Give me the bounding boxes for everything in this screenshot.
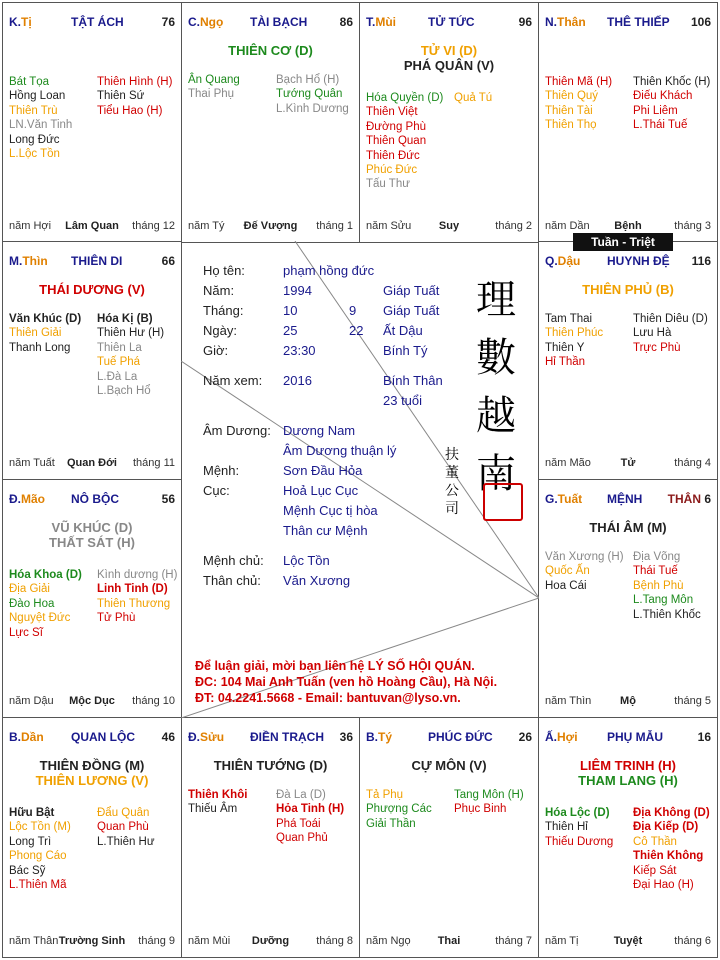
palace-thin — [2, 241, 182, 480]
palace-age: 76 — [161, 15, 175, 29]
star-item: Thiên Tài — [545, 104, 593, 117]
star-item: Ân Quang — [188, 74, 240, 86]
palace-month: tháng 1 — [316, 220, 353, 232]
day-canchi: Ất Dậu — [383, 323, 423, 338]
star-item: L.Kình Dương — [276, 102, 349, 115]
star-item: Đại Hao (H) — [633, 879, 694, 892]
minor-stars-left — [366, 788, 432, 831]
star-item: Thiên Thương — [97, 597, 171, 610]
palace-phase: Thai — [437, 935, 461, 947]
palace-position: T.Mùi — [366, 15, 397, 29]
star-item: Thiên Thọ — [545, 119, 597, 132]
star-item: Hỉ Thần — [545, 356, 586, 369]
star-item: Tam Thai — [545, 313, 593, 325]
main-star: THIÊN TƯỚNG (D) — [213, 758, 328, 773]
star-item: Đường Phù — [366, 120, 426, 133]
star-item: Thiên Mã (H) — [545, 76, 613, 88]
view-age: 23 tuổi — [383, 393, 423, 408]
palace-age: 116 — [691, 254, 711, 268]
palace-ti — [359, 717, 539, 958]
palace-title: TỬ TỨC — [428, 15, 475, 29]
than-position: Thân cư Mệnh — [283, 523, 368, 538]
star-item: Lực Sĩ — [9, 626, 43, 639]
year-label: Năm: — [203, 283, 235, 298]
star-item: Long Đức — [9, 133, 60, 146]
palace-month: tháng 11 — [132, 457, 175, 469]
palace-branch: Tị — [21, 15, 32, 29]
palace-branch: Thân — [557, 15, 586, 29]
palace-year: năm Thìn — [545, 695, 592, 707]
amduong-label: Âm Dương: — [203, 423, 271, 438]
star-item: Thiên Hình (H) — [97, 76, 173, 88]
star-item: L.Thái Tuế — [633, 119, 688, 132]
main-star: THAM LANG (H) — [578, 773, 678, 788]
minor-stars-left — [9, 75, 72, 161]
palace-age: 36 — [339, 730, 353, 744]
star-item: Thiên Phúc — [545, 327, 604, 340]
star-item: Bát Tọa — [9, 76, 50, 88]
palace-position: C.Ngọ — [188, 15, 224, 29]
palace-year: năm Tý — [188, 220, 225, 232]
view-year-value: 2016 — [283, 373, 312, 388]
main-star: THIÊN CƠ (D) — [228, 43, 313, 58]
cuc-relation: Mệnh Cục tị hòa — [283, 503, 378, 518]
star-item: Thiên Việt — [366, 106, 418, 119]
minor-stars-left — [545, 75, 612, 133]
palace-age: 26 — [518, 730, 532, 744]
minor-stars-right — [454, 788, 524, 817]
palace-phase: Tử — [620, 457, 636, 469]
palace-month: tháng 2 — [495, 220, 532, 232]
star-item: Tấu Thư — [366, 178, 410, 191]
star-item: Đà La (D) — [276, 789, 326, 801]
star-item: Địa Võng — [633, 551, 681, 563]
star-item: Hữu Bật — [9, 807, 55, 819]
star-item: Thiếu Dương — [545, 835, 614, 848]
palace-branch: Ngọ — [200, 15, 224, 29]
star-item: L.Thiên Mã — [9, 879, 67, 892]
palace-title: NÔ BỘC — [71, 492, 119, 506]
than-marker: THÂN — [667, 492, 701, 506]
year-value: 1994 — [283, 283, 312, 298]
palace-title: TÀI BẠCH — [250, 15, 308, 29]
star-item: Giải Thần — [366, 817, 416, 830]
main-star: THÁI DƯƠNG (V) — [39, 282, 145, 297]
palace-month: tháng 8 — [316, 935, 353, 947]
star-item: Tuế Phá — [97, 356, 141, 369]
palace-age: 96 — [518, 15, 532, 29]
main-star: THẤT SÁT (H) — [49, 535, 135, 550]
palace-year: năm Hợi — [9, 220, 52, 232]
day-lunar: 22 — [349, 323, 364, 338]
palace-phase: Tuyệt — [613, 935, 643, 947]
star-item: Tả Phụ — [366, 789, 404, 801]
star-item: Phượng Các — [366, 803, 432, 816]
palace-position: N.Thân — [545, 15, 586, 29]
main-star: THIÊN LƯƠNG (V) — [35, 773, 149, 788]
star-item: Thiên Khôi — [188, 789, 248, 801]
minor-stars-left — [545, 312, 603, 370]
minor-stars-left — [9, 312, 81, 355]
minor-stars-right — [633, 550, 701, 622]
star-item: Quả Tú — [454, 92, 493, 104]
palace-branch: Hợi — [557, 730, 578, 744]
star-item: Thiên Hư (H) — [97, 327, 165, 340]
main-star: TỬ VI (D) — [420, 43, 478, 58]
palace-year: năm Mão — [545, 457, 591, 469]
star-item: Bác Sỹ — [9, 864, 46, 877]
main-star: VŨ KHÚC (D) — [51, 520, 133, 535]
palace-year: năm Thân — [9, 935, 59, 947]
star-item: Bệnh Phù — [633, 579, 684, 592]
star-item: L.Bạch Hổ — [97, 385, 151, 398]
palace-position: Q.Dậu — [545, 254, 581, 268]
palace-position: B.Tý — [366, 730, 393, 744]
palace-age: 6 — [704, 492, 711, 506]
palace-than — [538, 2, 718, 243]
main-star: THIÊN PHỦ (B) — [582, 282, 674, 297]
minor-stars-right — [97, 806, 155, 849]
palace-branch: Thìn — [22, 254, 48, 268]
hour-canchi: Bính Tý — [383, 343, 428, 358]
palace-phase: Mộc Dục — [69, 695, 115, 707]
palace-title: THIÊN DI — [71, 254, 123, 268]
palace-title: THÊ THIẾP — [607, 15, 670, 29]
palace-position: Đ.Mão — [9, 492, 45, 506]
star-item: L.Đà La — [97, 370, 138, 383]
minor-stars-right — [633, 75, 710, 133]
star-item: Thiên Y — [545, 341, 585, 354]
star-item: Hoa Cái — [545, 579, 587, 592]
star-item: Hồng Loan — [9, 90, 66, 103]
palace-title: HUYNH ĐỆ — [607, 254, 670, 268]
star-item: Bạch Hổ (H) — [276, 74, 340, 86]
day-label: Ngày: — [203, 323, 237, 338]
palace-age: 46 — [161, 730, 175, 744]
palace-position: G.Tuất — [545, 492, 583, 506]
name-label: Họ tên: — [203, 263, 245, 278]
palace-phase: Đế Vượng — [243, 220, 298, 232]
star-item: Thiên Không — [633, 850, 704, 863]
palace-month: tháng 4 — [674, 457, 711, 469]
menhchu-label: Mệnh chủ: — [203, 553, 264, 568]
palace-tuat — [538, 479, 718, 718]
view-year-label: Năm xem: — [203, 373, 263, 388]
star-item: Thái Tuế — [633, 565, 678, 578]
palace-branch: Dậu — [557, 254, 581, 268]
star-item: Quan Phủ — [276, 832, 328, 845]
star-item: Hóa Kị (B) — [97, 313, 153, 325]
palace-year: năm Dần — [545, 220, 590, 232]
star-item: Tử Phù — [97, 612, 136, 625]
minor-stars-right — [633, 312, 708, 355]
palace-year: năm Ngọ — [366, 935, 411, 947]
palace-phase: Lâm Quan — [65, 220, 119, 232]
palace-position: Đ.Sửu — [188, 730, 225, 744]
star-item: Kiếp Sát — [633, 864, 677, 877]
star-item: Đào Hoa — [9, 597, 55, 610]
palace-month: tháng 9 — [138, 935, 175, 947]
star-item: Phục Binh — [454, 803, 507, 816]
tuan-triet-badge: Tuần - Triệt — [573, 233, 673, 251]
palace-mui — [359, 2, 539, 243]
month-label: Tháng: — [203, 303, 244, 318]
star-item: L.Thiên Hư — [97, 835, 155, 848]
star-item: Phi Liêm — [633, 104, 678, 117]
star-item: Địa Không (D) — [633, 807, 710, 819]
hour-value: 23:30 — [283, 343, 316, 358]
palace-position: Ấ.Hợi — [545, 730, 578, 744]
seal-small-text: 扶董公司 — [445, 447, 459, 517]
star-item: Thiên Diêu (D) — [633, 313, 708, 325]
cuc-label: Cục: — [203, 483, 230, 498]
star-item: Hóa Quyền (D) — [366, 92, 444, 104]
minor-stars-left — [545, 806, 613, 849]
month-value: 10 — [283, 303, 298, 318]
palace-branch: Sửu — [200, 730, 225, 744]
center-panel — [181, 241, 539, 718]
star-item: Hóa Khoa (D) — [9, 569, 82, 581]
amduong-value: Dương Nam — [283, 423, 356, 438]
palace-ngo — [181, 2, 360, 243]
palace-phase: Mộ — [620, 695, 636, 707]
palace-title: PHỤ MẪU — [607, 730, 663, 744]
palace-position: M.Thìn — [9, 254, 48, 268]
calligraphy-seal: 理數越南 — [476, 277, 516, 497]
palace-branch: Mùi — [375, 15, 397, 29]
amduong-note: Âm Dương thuận lý — [283, 443, 397, 458]
palace-branch: Tuất — [557, 492, 583, 506]
minor-stars-left — [545, 550, 624, 593]
menh-value: Sơn Đầu Hỏa — [283, 463, 363, 478]
star-item: Quốc Ấn — [545, 565, 590, 578]
month-lunar: 9 — [349, 303, 357, 318]
palace-month: tháng 7 — [495, 935, 532, 947]
minor-stars-left — [9, 568, 82, 640]
palace-title: PHÚC ĐỨC — [428, 730, 493, 744]
star-item: Thiên Khốc (H) — [633, 76, 711, 88]
menhchu-value: Lộc Tồn — [283, 553, 330, 568]
palace-ty — [2, 2, 182, 243]
star-item: Thiên Quan — [366, 135, 427, 148]
year-canchi: Giáp Tuất — [383, 283, 440, 298]
palace-year: năm Dậu — [9, 695, 54, 707]
star-item: Văn Khúc (D) — [9, 313, 82, 325]
star-item: Nguyệt Đức — [9, 612, 71, 625]
star-item: Thiên Quý — [545, 90, 599, 103]
menh-label: Mệnh: — [203, 463, 240, 478]
minor-stars-right — [276, 73, 349, 116]
palace-mao — [2, 479, 182, 718]
palace-year: năm Mùi — [188, 935, 231, 947]
palace-age: 86 — [339, 15, 353, 29]
star-item: Cô Thần — [633, 835, 677, 848]
main-star: THÁI ÂM (M) — [589, 520, 667, 535]
palace-phase: Bệnh — [614, 220, 642, 232]
name-value: phạm hồng đức — [283, 263, 375, 278]
minor-stars-right — [454, 91, 492, 105]
palace-position: K.Tị — [9, 15, 32, 29]
thanchu-label: Thân chủ: — [203, 573, 261, 588]
palace-month: tháng 12 — [132, 220, 175, 232]
thanchu-value: Văn Xương — [283, 573, 351, 588]
star-item: L.Tang Môn — [633, 594, 694, 607]
palace-title: TẬT ÁCH — [71, 15, 124, 29]
hour-label: Giờ: — [203, 343, 229, 358]
star-item: Thiên Trù — [9, 104, 58, 117]
palace-age: 56 — [161, 492, 175, 506]
star-item: Thiên Đức — [366, 149, 420, 162]
cuc-value: Hoả Lục Cục — [283, 483, 359, 498]
star-item: Phong Cáo — [9, 850, 67, 863]
palace-phase: Quan Đới — [67, 457, 117, 469]
contact-line-3: ĐT: 04.2241.5668 - Email: bantuvan@lyso.vn. — [195, 691, 461, 705]
palace-dan — [2, 717, 182, 958]
palace-phase: Suy — [438, 220, 460, 232]
star-item: Thiên La — [97, 341, 142, 354]
minor-stars-left — [188, 73, 240, 102]
day-value: 25 — [283, 323, 298, 338]
star-item: L.Thiên Khốc — [633, 608, 701, 621]
star-item: Tướng Quân — [276, 88, 343, 101]
month-canchi: Giáp Tuất — [383, 303, 440, 318]
contact-line-1: Để luận giải, mời bạn liên hệ LÝ SỐ HỘI QUÁN. — [195, 659, 475, 673]
palace-position: B.Dần — [9, 730, 44, 744]
star-item: Địa Kiếp (D) — [633, 821, 699, 834]
main-star: PHÁ QUÂN (V) — [403, 58, 495, 73]
star-item: Đẩu Quân — [97, 807, 150, 819]
star-item: Lộc Tồn (M) — [9, 821, 71, 834]
minor-stars-left — [366, 91, 443, 192]
star-item: Thiên Sứ — [97, 90, 145, 103]
star-item: LN.Văn Tinh — [9, 119, 73, 132]
minor-stars-right — [633, 806, 710, 892]
star-item: Hỏa Tinh (H) — [276, 803, 345, 816]
palace-branch: Tý — [378, 730, 393, 744]
minor-stars-left — [9, 806, 71, 892]
palace-title: QUAN LỘC — [71, 730, 135, 744]
star-item: Điếu Khách — [633, 90, 693, 103]
palace-phase: Trường Sinh — [58, 935, 126, 947]
main-star: THIÊN ĐỒNG (M) — [39, 758, 145, 773]
star-item: Thai Phụ — [188, 88, 235, 101]
star-item: Tang Môn (H) — [454, 789, 524, 801]
palace-month: tháng 3 — [674, 220, 711, 232]
star-item: Thiên Hỉ — [545, 821, 588, 834]
palace-month: tháng 5 — [674, 695, 711, 707]
minor-stars-right — [97, 568, 177, 626]
view-year-canchi: Bính Thân — [383, 373, 443, 388]
palace-year: năm Tuất — [9, 457, 55, 469]
star-item: Thiên Giải — [9, 327, 62, 340]
palace-hoi — [538, 717, 718, 958]
star-item: Phúc Đức — [366, 164, 418, 177]
palace-age: 16 — [697, 730, 711, 744]
main-star: CỰ MÔN (V) — [411, 758, 487, 773]
palace-suu — [181, 717, 360, 958]
contact-line-2: ĐC: 104 Mai Anh Tuấn (ven hồ Hoàng Cầu), Hà Nội. — [195, 675, 498, 689]
main-star: LIÊM TRINH (H) — [579, 758, 677, 773]
star-item: Kình dương (H) — [97, 569, 178, 581]
palace-title: MỆNH — [607, 492, 643, 506]
star-item: Thiếu Âm — [188, 803, 238, 816]
palace-month: tháng 6 — [674, 935, 711, 947]
palace-year: năm Tị — [545, 935, 579, 947]
minor-stars-right — [97, 312, 164, 398]
palace-title: ĐIỀN TRẠCH — [250, 730, 324, 744]
palace-age: 66 — [161, 254, 175, 268]
minor-stars-right — [276, 788, 344, 846]
palace-age: 106 — [690, 15, 711, 29]
star-item: Quan Phù — [97, 821, 149, 834]
star-item: Lưu Hà — [633, 327, 672, 340]
star-item: Tiểu Hao (H) — [97, 104, 163, 117]
palace-month: tháng 10 — [132, 695, 175, 707]
palace-dau — [538, 241, 718, 480]
palace-phase: Dưỡng — [251, 935, 290, 947]
star-item: Trực Phù — [633, 341, 681, 354]
star-item: Địa Giải — [9, 583, 50, 596]
palace-branch: Dần — [21, 730, 44, 744]
star-item: Văn Xương (H) — [545, 551, 624, 563]
star-item: Phá Toái — [276, 817, 321, 830]
palace-branch: Mão — [21, 492, 45, 506]
star-item: Linh Tinh (D) — [97, 583, 168, 596]
star-item: Long Trì — [9, 835, 52, 848]
star-item: L.Lộc Tồn — [9, 148, 60, 161]
palace-year: năm Sửu — [366, 220, 412, 232]
star-item: Hóa Lộc (D) — [545, 807, 610, 819]
minor-stars-left — [188, 788, 247, 817]
red-stamp-icon — [483, 483, 523, 521]
minor-stars-right — [97, 75, 172, 118]
star-item: Thanh Long — [9, 341, 71, 354]
